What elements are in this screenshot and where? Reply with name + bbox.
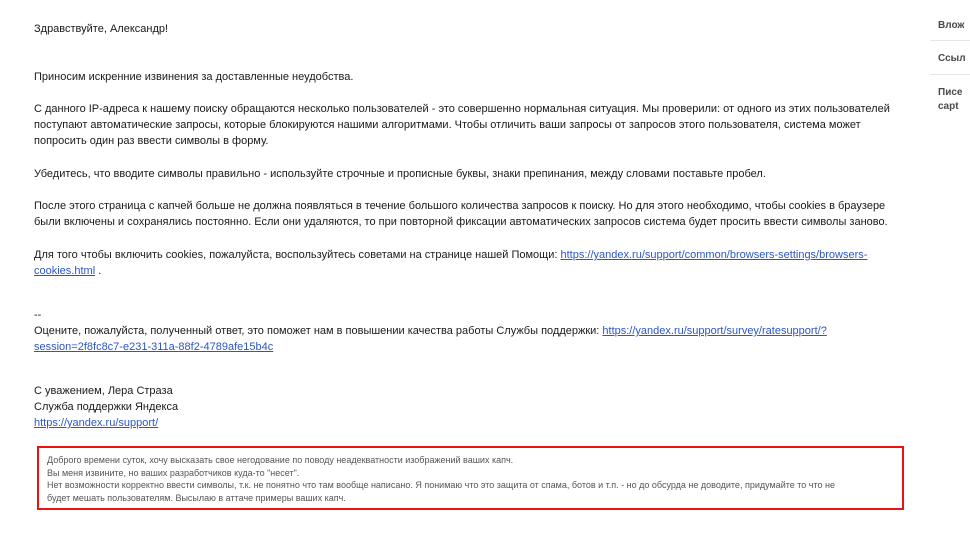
explanation-paragraph — [34, 101, 890, 149]
rate-text: Оцените, пожалуйста, полученный ответ, это поможет нам в повышении качества работы Службы поддержки: — [34, 325, 603, 337]
signature-regards: С уважением, Лера Страза — [34, 385, 173, 397]
apology-text: Приносим искренние извинения за доставленные неудобства. — [34, 71, 354, 83]
help-link-continued[interactable]: cookies.html — [34, 265, 96, 277]
help-text: Для того чтобы включить cookies, пожалуйста, воспользуйтесь советами на странице нашей Помощи: — [34, 249, 561, 261]
instruction-text: Убедитесь, что вводите символы правильно - используйте строчные и прописные буквы, знаки препинания, между словами поставьте пробел. — [34, 168, 766, 180]
support-link[interactable]: https://yandex.ru/support/ — [34, 417, 159, 429]
cookies-line: После этого страница с капчей больше не должна появляться в течение большого количества запросов к поиску. Но для этого необходимо, чтобы cookies в браузере — [34, 200, 886, 212]
sidebar-divider — [930, 74, 970, 75]
help-link[interactable]: https://yandex.ru/support/common/browsers-settings/browsers- — [560, 249, 868, 261]
quoted-message — [47, 454, 835, 504]
sidebar-divider — [930, 40, 970, 41]
separator: -- — [34, 309, 42, 321]
rate-paragraph — [34, 323, 827, 355]
sidebar-item-letters[interactable]: Писе — [938, 87, 963, 98]
cookies-paragraph — [34, 198, 888, 230]
sidebar-item-captcha[interactable]: capt — [938, 101, 959, 112]
greeting: Здравствуйте, Александр! — [34, 23, 169, 35]
explanation-line: С данного IP-адреса к нашему поиску обращаются несколько пользователей - это совершенно нормальная ситуация. Мы проверили: от одного из этих пользователей — [34, 103, 890, 115]
help-end: . — [95, 265, 102, 277]
quoted-line: Доброго времени суток, хочу высказать свое негодование по поводу неадекватности изображений ваших капч. — [47, 455, 514, 465]
quoted-line: Нет возможности корректно ввести символы, т.к. не понятно что там вообще написано. Я понимаю что это защита от спама, ботов и т.п. - но до обсурда не доводите, придумайте то что не — [47, 480, 835, 490]
sidebar-item-links[interactable]: Ссыл — [938, 53, 966, 64]
rate-link[interactable]: https://yandex.ru/support/survey/ratesupport/? — [602, 325, 827, 337]
signature-team: Служба поддержки Яндекса — [34, 401, 179, 413]
quoted-message-highlight — [37, 446, 904, 510]
signature — [34, 383, 178, 431]
cookies-line: были включены и сохранялись постоянно. Если они удаляются, то при повторной фиксации автоматических запросов система будет просить ввести символы заново. — [34, 216, 888, 228]
help-paragraph — [34, 247, 867, 279]
quoted-line: будет мешать пользователям. Высылаю в аттаче примеры ваших капч. — [47, 492, 346, 503]
rate-link-continued[interactable]: session=2f8fc8c7-e231-311a-88f2-4789afe15b4c — [34, 341, 274, 353]
right-sidebar — [930, 0, 966, 541]
explanation-line: поступают автоматические запросы, которые блокируются нашими алгоритмами. Чтобы отличить ваши запросы от запросов этого пользователя, система может — [34, 119, 861, 131]
quoted-line: Вы меня извините, но ваших разработчиков куда-то "несет". — [47, 467, 300, 478]
sidebar-item-attachments[interactable]: Влож — [938, 20, 965, 31]
explanation-line: попросить один раз ввести символы в форму. — [34, 135, 269, 147]
